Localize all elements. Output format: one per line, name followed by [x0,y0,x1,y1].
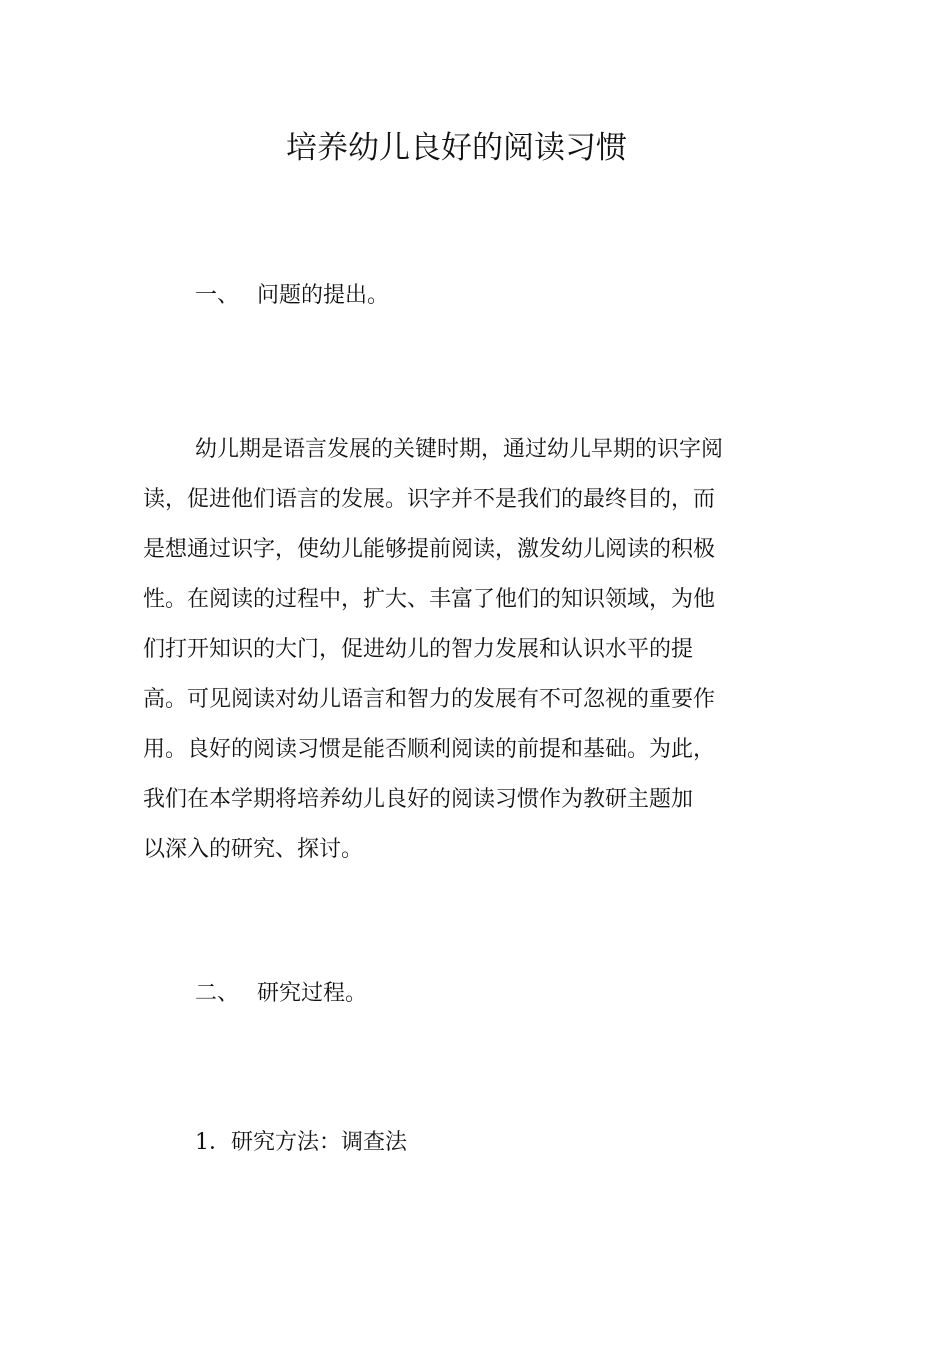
paragraph-line: 们打开知识的大门，促进幼儿的智力发展和认识水平的提 [143,637,694,662]
paragraph-line: 以深入的研究、探讨。 [143,837,364,862]
section-heading-1 [195,278,389,309]
paragraph-line: 用。良好的阅读习惯是能否顺利阅读的前提和基础。为此， [143,737,716,762]
paragraph-line: 读，促进他们语言的发展。识字并不是我们的最终目的，而 [143,487,716,512]
list-item-method: 1．研究方法：调查法 [195,1130,407,1155]
paragraph-line: 我们在本学期将培养幼儿良好的阅读习惯作为教研主题加 [143,787,694,812]
paragraph-line: 是想通过识字，使幼儿能够提前阅读，激发幼儿阅读的积极 [143,537,716,562]
section-heading-2 [195,976,367,1007]
paragraph-line: 性。在阅读的过程中，扩大、丰富了他们的知识领域，为他 [143,587,716,612]
section-number-2: 二、 [195,981,240,1006]
paragraph-line: 高。可见阅读对幼儿语言和智力的发展有不可忽视的重要作 [143,687,716,712]
paragraph-line: 幼儿期是语言发展的关键时期，通过幼儿早期的识字阅 [195,437,724,462]
section-number-1: 一、 [195,283,240,308]
section-title-1: 问题的提出。 [257,283,390,308]
body-paragraph [143,425,753,875]
section-title-2: 研究过程。 [257,981,368,1006]
document-title: 培养幼儿良好的阅读习惯 [286,130,627,166]
